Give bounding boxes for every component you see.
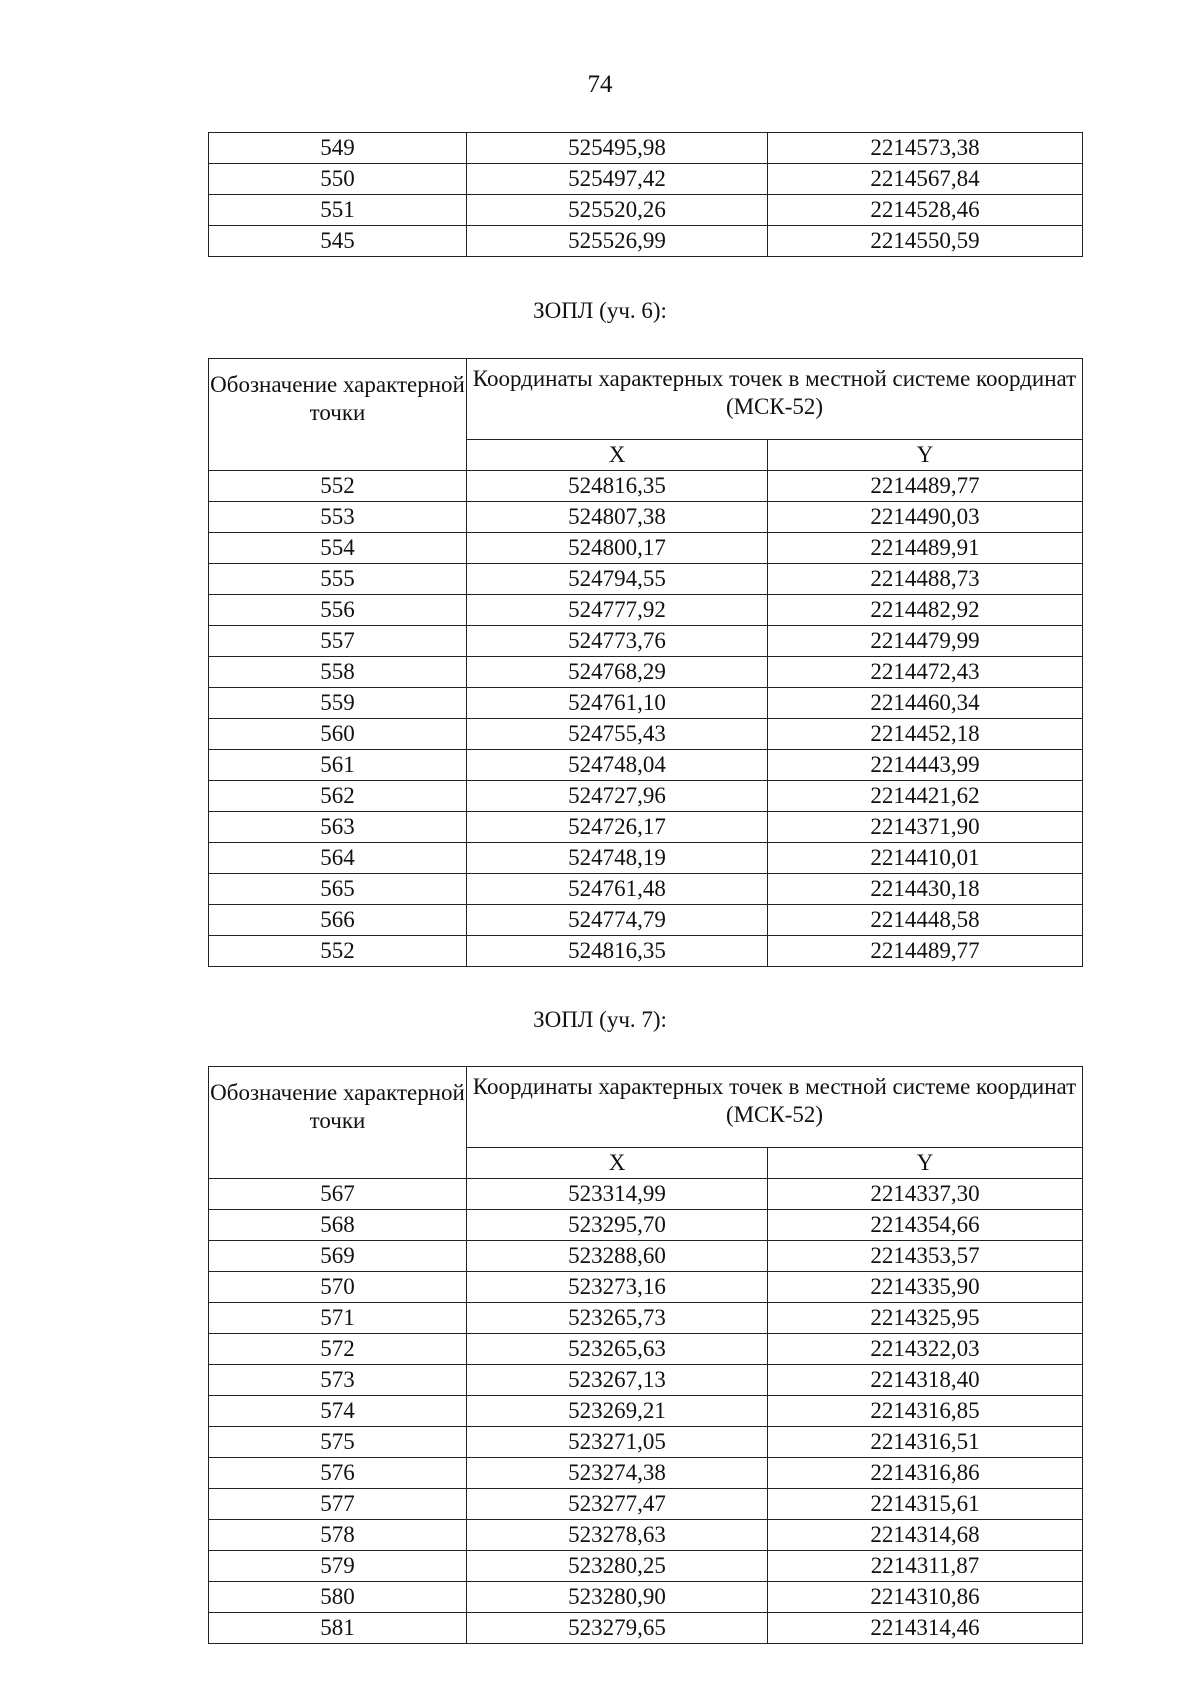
point-number-cell: 569 [209,1241,467,1272]
x-coordinate-cell: 524755,43 [467,719,768,750]
header-coordinates: Координаты характерных точек в местной системе координат (МСК-52) [467,1067,1083,1148]
header-x: X [467,440,768,471]
x-coordinate-cell: 524768,29 [467,657,768,688]
table-row [209,164,1083,195]
point-number-cell: 549 [209,133,467,164]
y-coordinate-cell: 2214337,30 [768,1179,1083,1210]
x-coordinate-cell: 523267,13 [467,1365,768,1396]
x-coordinate-cell: 524748,19 [467,843,768,874]
point-number-cell: 545 [209,226,467,257]
header-coordinates: Координаты характерных точек в местной системе координат (МСК-52) [467,359,1083,440]
x-coordinate-cell: 523314,99 [467,1179,768,1210]
y-coordinate-cell: 2214472,43 [768,657,1083,688]
point-number-cell: 556 [209,595,467,626]
table-row [209,781,1083,812]
header-y: Y [768,1148,1083,1179]
header-point-designation: Обозначение характерной точки [209,1067,467,1179]
x-coordinate-cell: 525495,98 [467,133,768,164]
table-row [209,874,1083,905]
y-coordinate-cell: 2214482,92 [768,595,1083,626]
point-number-cell: 577 [209,1489,467,1520]
y-coordinate-cell: 2214316,85 [768,1396,1083,1427]
y-coordinate-cell: 2214550,59 [768,226,1083,257]
x-coordinate-cell: 523280,90 [467,1582,768,1613]
point-number-cell: 562 [209,781,467,812]
table-row [209,1458,1083,1489]
x-coordinate-cell: 524727,96 [467,781,768,812]
table-row [209,1272,1083,1303]
y-coordinate-cell: 2214490,03 [768,502,1083,533]
point-number-cell: 573 [209,1365,467,1396]
point-number-cell: 566 [209,905,467,936]
table-row [209,133,1083,164]
point-number-cell: 554 [209,533,467,564]
table-row [209,1427,1083,1458]
y-coordinate-cell: 2214488,73 [768,564,1083,595]
x-coordinate-cell: 524816,35 [467,936,768,967]
y-coordinate-cell: 2214421,62 [768,781,1083,812]
y-coordinate-cell: 2214452,18 [768,719,1083,750]
y-coordinate-cell: 2214410,01 [768,843,1083,874]
point-number-cell: 552 [209,471,467,502]
point-number-cell: 579 [209,1551,467,1582]
table-row [209,471,1083,502]
point-number-cell: 574 [209,1396,467,1427]
x-coordinate-cell: 524807,38 [467,502,768,533]
point-number-cell: 565 [209,874,467,905]
point-number-cell: 557 [209,626,467,657]
x-coordinate-cell: 523273,16 [467,1272,768,1303]
point-number-cell: 559 [209,688,467,719]
point-number-cell: 552 [209,936,467,967]
y-coordinate-cell: 2214325,95 [768,1303,1083,1334]
table-row [209,533,1083,564]
x-coordinate-cell: 524748,04 [467,750,768,781]
y-coordinate-cell: 2214311,87 [768,1551,1083,1582]
table-row [209,1179,1083,1210]
x-coordinate-cell: 523280,25 [467,1551,768,1582]
table-row [209,1551,1083,1582]
x-coordinate-cell: 524800,17 [467,533,768,564]
point-number-cell: 564 [209,843,467,874]
y-coordinate-cell: 2214528,46 [768,195,1083,226]
x-coordinate-cell: 524794,55 [467,564,768,595]
y-coordinate-cell: 2214310,86 [768,1582,1083,1613]
y-coordinate-cell: 2214315,61 [768,1489,1083,1520]
table-row [209,657,1083,688]
table-row [209,1334,1083,1365]
y-coordinate-cell: 2214316,51 [768,1427,1083,1458]
y-coordinate-cell: 2214322,03 [768,1334,1083,1365]
table-row [209,1210,1083,1241]
table-row [209,1613,1083,1644]
x-coordinate-cell: 525526,99 [467,226,768,257]
y-coordinate-cell: 2214448,58 [768,905,1083,936]
point-number-cell: 570 [209,1272,467,1303]
continuation-table [208,132,1083,257]
y-coordinate-cell: 2214489,77 [768,936,1083,967]
x-coordinate-cell: 523265,63 [467,1334,768,1365]
table-row [209,936,1083,967]
point-number-cell: 576 [209,1458,467,1489]
x-coordinate-cell: 523278,63 [467,1520,768,1551]
y-coordinate-cell: 2214371,90 [768,812,1083,843]
table-row [209,564,1083,595]
point-number-cell: 553 [209,502,467,533]
x-coordinate-cell: 524726,17 [467,812,768,843]
x-coordinate-cell: 523288,60 [467,1241,768,1272]
point-number-cell: 558 [209,657,467,688]
point-number-cell: 568 [209,1210,467,1241]
x-coordinate-cell: 524777,92 [467,595,768,626]
x-coordinate-cell: 524774,79 [467,905,768,936]
point-number-cell: 575 [209,1427,467,1458]
section-title-7: ЗОПЛ (уч. 7): [533,1007,667,1032]
y-coordinate-cell: 2214335,90 [768,1272,1083,1303]
table-row [209,502,1083,533]
table-row [209,1396,1083,1427]
y-coordinate-cell: 2214489,77 [768,471,1083,502]
y-coordinate-cell: 2214567,84 [768,164,1083,195]
table-row [209,1520,1083,1551]
table-row [209,1303,1083,1334]
header-point-designation: Обозначение характерной точки [209,359,467,471]
point-number-cell: 563 [209,812,467,843]
x-coordinate-cell: 524816,35 [467,471,768,502]
header-x: X [467,1148,768,1179]
section-title-6: ЗОПЛ (уч. 6): [533,298,667,323]
point-number-cell: 580 [209,1582,467,1613]
table-row [209,1582,1083,1613]
y-coordinate-cell: 2214353,57 [768,1241,1083,1272]
table-row [209,750,1083,781]
point-number-cell: 567 [209,1179,467,1210]
table-row [209,595,1083,626]
x-coordinate-cell: 523279,65 [467,1613,768,1644]
y-coordinate-cell: 2214460,34 [768,688,1083,719]
point-number-cell: 560 [209,719,467,750]
x-coordinate-cell: 523277,47 [467,1489,768,1520]
y-coordinate-cell: 2214316,86 [768,1458,1083,1489]
y-coordinate-cell: 2214430,18 [768,874,1083,905]
point-number-cell: 581 [209,1613,467,1644]
point-number-cell: 551 [209,195,467,226]
x-coordinate-cell: 525497,42 [467,164,768,195]
x-coordinate-cell: 525520,26 [467,195,768,226]
table-row [209,843,1083,874]
point-number-cell: 561 [209,750,467,781]
x-coordinate-cell: 523295,70 [467,1210,768,1241]
point-number-cell: 550 [209,164,467,195]
table-row [209,719,1083,750]
header-y: Y [768,440,1083,471]
table-row [209,626,1083,657]
coordinates-table-7 [208,1066,1083,1644]
table-row [209,812,1083,843]
point-number-cell: 572 [209,1334,467,1365]
table-row [209,1489,1083,1520]
x-coordinate-cell: 524761,48 [467,874,768,905]
x-coordinate-cell: 523271,05 [467,1427,768,1458]
point-number-cell: 571 [209,1303,467,1334]
y-coordinate-cell: 2214318,40 [768,1365,1083,1396]
table-row [209,905,1083,936]
point-number-cell: 578 [209,1520,467,1551]
page-number: 74 [587,71,613,98]
y-coordinate-cell: 2214314,46 [768,1613,1083,1644]
table-row [209,226,1083,257]
point-number-cell: 555 [209,564,467,595]
x-coordinate-cell: 523269,21 [467,1396,768,1427]
y-coordinate-cell: 2214314,68 [768,1520,1083,1551]
x-coordinate-cell: 523274,38 [467,1458,768,1489]
coordinates-table-6 [208,358,1083,967]
x-coordinate-cell: 524761,10 [467,688,768,719]
x-coordinate-cell: 524773,76 [467,626,768,657]
x-coordinate-cell: 523265,73 [467,1303,768,1334]
y-coordinate-cell: 2214573,38 [768,133,1083,164]
table-row [209,1365,1083,1396]
y-coordinate-cell: 2214479,99 [768,626,1083,657]
y-coordinate-cell: 2214354,66 [768,1210,1083,1241]
table-row [209,1241,1083,1272]
table-row [209,688,1083,719]
y-coordinate-cell: 2214489,91 [768,533,1083,564]
y-coordinate-cell: 2214443,99 [768,750,1083,781]
table-row [209,195,1083,226]
